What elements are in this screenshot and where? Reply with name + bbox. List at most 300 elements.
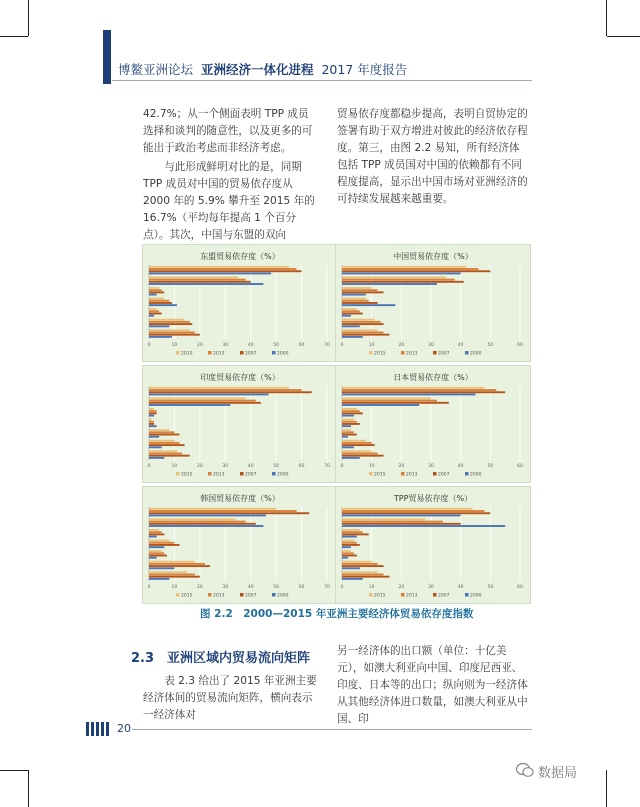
bar (149, 518, 235, 520)
chart-svg (336, 487, 530, 603)
bar (342, 518, 425, 520)
legend-swatch (176, 593, 180, 597)
bar (342, 325, 360, 327)
section-heading: 2.3 亚洲区域内贸易流向矩阵 (131, 651, 311, 666)
legend-label: 2000 (470, 593, 482, 599)
bar (149, 536, 157, 538)
legend-label: 2000 (277, 351, 289, 357)
tick-label: 10 (368, 464, 375, 469)
legend-label: 2013 (213, 472, 225, 478)
bar (149, 571, 187, 573)
bar (149, 561, 195, 563)
bar (342, 287, 372, 289)
bar (342, 391, 505, 393)
tick-label: 30 (222, 343, 229, 348)
bar (149, 332, 195, 334)
chart-title: 东盟贸易依存度（%） (200, 252, 280, 261)
bar (342, 294, 366, 296)
bar (342, 510, 484, 512)
bar (149, 319, 185, 321)
bar (149, 512, 309, 514)
bar (149, 555, 167, 557)
bar (342, 457, 360, 459)
bar (342, 279, 455, 281)
bar (149, 514, 266, 516)
bar (149, 440, 174, 442)
crop-mark (0, 36, 28, 37)
legend-swatch (433, 593, 437, 597)
bar (149, 436, 159, 438)
header-accent-bar (103, 30, 111, 84)
bar (149, 329, 190, 331)
tick-label: 30 (428, 585, 434, 590)
bar (342, 565, 384, 567)
bar (342, 514, 461, 516)
tick-label: 70 (324, 585, 330, 590)
bar (149, 578, 169, 580)
bar (149, 576, 200, 578)
tick-label: 0 (340, 343, 344, 348)
chart-svg (143, 366, 337, 482)
bar (149, 415, 154, 417)
tick-label: 40 (247, 585, 254, 590)
legend-label: 2013 (406, 593, 418, 599)
bar (149, 567, 174, 569)
crop-mark (606, 0, 607, 36)
paragraph: 贸易依存度都稳步提高，表明自贸协定的签署有助于双方增进对彼此的经济依存程度。第三，由图 2.2 易知，所有经济体包括 TPP 成员国对中国的依赖都有不同程度提高，显示出中国市场对亚洲经济的可持续发展越来越重要。 (337, 108, 528, 205)
bar (342, 404, 419, 406)
legend-label: 2007 (438, 472, 450, 478)
legend-swatch (401, 351, 405, 355)
tick-label: 10 (171, 585, 178, 590)
legend-label: 2015 (374, 472, 386, 478)
bar (149, 521, 246, 523)
bar (342, 425, 351, 427)
bar (149, 391, 312, 393)
bar (149, 533, 164, 535)
tick-label: 30 (222, 585, 229, 590)
legend-label: 2013 (406, 472, 418, 478)
chart-title: 印度贸易依存度（%） (200, 373, 280, 382)
legend-label: 2010 (181, 351, 193, 357)
page-number: 20 (117, 722, 131, 735)
bar (149, 400, 256, 402)
legend-swatch (272, 472, 276, 476)
bar (149, 546, 164, 548)
bar (342, 304, 395, 306)
tick-label: 50 (487, 343, 494, 348)
bar (149, 457, 164, 459)
bar (342, 268, 478, 270)
tick-label: 60 (517, 464, 523, 469)
bar (342, 536, 357, 538)
crop-mark (0, 770, 28, 771)
bar (149, 529, 159, 531)
legend-label: 2007 (245, 472, 257, 478)
right-column-top (337, 106, 529, 208)
bar (149, 412, 157, 414)
bar (342, 315, 351, 317)
bar (149, 270, 302, 272)
tick-label: 60 (517, 343, 523, 348)
tick-label: 0 (147, 464, 151, 469)
bar (149, 574, 195, 576)
running-head (118, 60, 407, 78)
legend-label: 2015 (181, 472, 193, 478)
tick-label: 50 (273, 464, 280, 469)
bar (149, 523, 256, 525)
tick-label: 50 (487, 464, 494, 469)
legend-swatch (272, 593, 276, 597)
tick-label: 30 (222, 464, 229, 469)
bar (342, 521, 443, 523)
bar (342, 455, 384, 457)
legend-swatch (272, 351, 276, 355)
bar (342, 412, 363, 414)
bar (149, 540, 169, 542)
bar (149, 557, 157, 559)
legend-swatch (208, 593, 212, 597)
bar (342, 429, 351, 431)
tick-label: 30 (428, 343, 434, 348)
bar (342, 400, 437, 402)
crop-mark (28, 0, 29, 36)
bar (149, 336, 172, 338)
bar (342, 555, 357, 557)
bar (342, 302, 378, 304)
bar (149, 268, 296, 270)
bar (149, 431, 174, 433)
footer-rule (132, 729, 532, 730)
bar (342, 540, 354, 542)
chart-title: TPP贸易依存度（%） (393, 494, 473, 503)
chart-tpp (335, 486, 531, 604)
bar (149, 283, 263, 285)
tick-label: 0 (147, 343, 151, 348)
bar (149, 510, 296, 512)
bar (342, 300, 369, 302)
tick-label: 40 (247, 464, 254, 469)
chart-title: 中国贸易依存度（%） (393, 252, 473, 261)
bar (149, 408, 154, 410)
bar (342, 323, 384, 325)
bar (342, 563, 378, 565)
tick-label: 0 (147, 585, 151, 590)
bar (149, 389, 302, 391)
bar (342, 567, 360, 569)
tick-label: 0 (340, 585, 344, 590)
legend-swatch (208, 351, 212, 355)
crop-mark (606, 770, 607, 807)
bar (342, 529, 360, 531)
bar (149, 281, 251, 283)
bar (342, 544, 360, 546)
bar (342, 387, 484, 389)
report-year: 2017 年度报告 (321, 62, 408, 77)
bar (342, 450, 372, 452)
bar (149, 508, 276, 510)
bar (342, 423, 360, 425)
bar (342, 289, 378, 291)
tick-label: 60 (517, 585, 523, 590)
bar (342, 552, 354, 554)
bar (342, 512, 490, 514)
bar (149, 291, 164, 293)
tick-label: 10 (171, 343, 178, 348)
tick-label: 10 (368, 585, 375, 590)
bar (342, 436, 348, 438)
bar (149, 310, 159, 312)
legend-swatch (369, 351, 373, 355)
bar (149, 294, 157, 296)
bar (342, 508, 473, 510)
legend-label: 2013 (213, 351, 225, 357)
bar (342, 431, 354, 433)
bar (149, 429, 169, 431)
chart-title: 韩国贸易依存度（%） (200, 494, 280, 503)
bar (342, 270, 490, 272)
bar (149, 404, 230, 406)
bar (149, 525, 263, 527)
legend-swatch (208, 472, 212, 476)
wechat-icon (516, 762, 534, 778)
tick-label: 40 (457, 585, 464, 590)
bar (342, 329, 378, 331)
bar (342, 276, 446, 278)
chart-asean (142, 244, 338, 362)
tick-label: 60 (298, 343, 305, 348)
tick-label: 20 (196, 343, 203, 348)
bar (149, 444, 185, 446)
bar (149, 446, 162, 448)
bar (149, 419, 152, 421)
bar (342, 453, 378, 455)
tick-label: 20 (398, 343, 405, 348)
bar (342, 523, 461, 525)
bar (342, 272, 461, 274)
tick-label: 30 (428, 464, 434, 469)
bar (342, 291, 384, 293)
legend-label: 2015 (181, 593, 193, 599)
bar (342, 389, 496, 391)
tick-label: 40 (247, 343, 254, 348)
bar (149, 450, 177, 452)
legend-swatch (433, 472, 437, 476)
bar (149, 402, 261, 404)
paragraph: 42.7%；从一个侧面表明 TPP 成员选择和谈判的随意性，以及更多的可能出于政治考虑而非经济考虑。 (143, 108, 313, 154)
legend-swatch (401, 472, 405, 476)
tick-label: 70 (324, 343, 330, 348)
legend-swatch (465, 351, 469, 355)
footer-stripes (86, 722, 114, 736)
bar (149, 423, 154, 425)
chart-svg (143, 245, 337, 361)
chart-japan (335, 365, 531, 483)
bar (149, 298, 164, 300)
bar (342, 571, 378, 573)
legend-swatch (433, 351, 437, 355)
chart-title: 日本贸易依存度（%） (393, 373, 473, 382)
bar (342, 546, 351, 548)
bar (342, 336, 363, 338)
tick-label: 10 (171, 464, 178, 469)
tick-label: 10 (368, 343, 375, 348)
tick-label: 40 (457, 343, 464, 348)
bar (342, 561, 372, 563)
left-column-top (143, 106, 318, 244)
report-title: 亚洲经济一体化进程 (200, 62, 314, 77)
legend-label: 2000 (277, 472, 289, 478)
bar (149, 410, 157, 412)
chart-svg (336, 245, 530, 361)
legend-label: 2013 (213, 593, 225, 599)
legend-swatch (369, 472, 373, 476)
bar (342, 440, 366, 442)
bar (149, 387, 289, 389)
section-left-column: 表 2.3 给出了 2015 年亚洲主要经济体间的贸易流向矩阵，横向表示一经济体对 (143, 675, 317, 721)
section-right-column: 另一经济体的出口额（单位：十亿美元），如澳大利亚向中国、印度尼西亚、印度、日本等的出口；纵向则为一经济体从其他经济体进口数量，如澳大利亚从中国、印 (337, 645, 528, 725)
bar (342, 402, 449, 404)
bar (342, 313, 363, 315)
bar (149, 302, 172, 304)
bar (342, 442, 372, 444)
tick-label: 60 (298, 585, 305, 590)
bar (149, 323, 192, 325)
bar (149, 300, 169, 302)
bar (149, 321, 190, 323)
bar (149, 531, 162, 533)
legend-label: 2015 (374, 351, 386, 357)
bar (342, 283, 437, 285)
bar (149, 393, 269, 395)
bar (342, 550, 351, 552)
legend-swatch (240, 593, 244, 597)
tick-label: 70 (324, 464, 330, 469)
bar (149, 325, 169, 327)
bar (149, 434, 180, 436)
bar (149, 563, 205, 565)
bar (342, 408, 357, 410)
legend-label: 2007 (438, 593, 450, 599)
bar (342, 434, 357, 436)
bar (342, 308, 357, 310)
bar (149, 308, 157, 310)
bar (342, 321, 381, 323)
bar (149, 425, 157, 427)
bar (149, 287, 159, 289)
bar (149, 455, 190, 457)
figure-caption: 图 2.2 2000—2015 年亚洲主要经济体贸易依存度指数 (200, 608, 474, 620)
bar (149, 334, 200, 336)
bar (342, 525, 505, 527)
bar (342, 334, 389, 336)
bar (342, 578, 363, 580)
bar (149, 289, 162, 291)
bar (342, 542, 357, 544)
watermark: 数据局 (538, 766, 578, 781)
legend-label: 2007 (245, 593, 257, 599)
bar (342, 415, 354, 417)
tick-label: 40 (457, 464, 464, 469)
chart-korea (142, 486, 338, 604)
tick-label: 20 (196, 464, 203, 469)
crop-mark (28, 770, 29, 807)
chart-india (142, 365, 338, 483)
legend-label: 2015 (374, 593, 386, 599)
bar (342, 576, 389, 578)
bar (149, 315, 154, 317)
chart-svg (336, 366, 530, 482)
legend-swatch (240, 472, 244, 476)
bar (149, 276, 238, 278)
tick-label: 50 (273, 585, 280, 590)
bar (149, 552, 164, 554)
legend-label: 2007 (438, 351, 450, 357)
bar (342, 298, 366, 300)
tick-label: 20 (398, 464, 405, 469)
tick-label: 20 (196, 585, 203, 590)
bar (342, 281, 464, 283)
bar (342, 446, 354, 448)
bar (342, 531, 363, 533)
legend-swatch (401, 593, 405, 597)
tick-label: 20 (398, 585, 405, 590)
chart-svg (143, 487, 337, 603)
tick-label: 0 (340, 464, 344, 469)
bar (342, 393, 476, 395)
bar (342, 574, 384, 576)
bar (342, 397, 431, 399)
tick-label: 50 (487, 585, 494, 590)
bar (149, 453, 182, 455)
bar (149, 550, 162, 552)
bar (342, 332, 384, 334)
bar (149, 421, 154, 423)
legend-label: 2000 (470, 472, 482, 478)
legend-swatch (176, 472, 180, 476)
legend-label: 2000 (470, 351, 482, 357)
legend-label: 2000 (277, 593, 289, 599)
legend-swatch (465, 472, 469, 476)
bar (342, 533, 369, 535)
forum-name: 博鳌亚洲论坛 (118, 62, 194, 77)
tick-label: 50 (273, 343, 280, 348)
bar (149, 272, 271, 274)
bar (342, 266, 467, 268)
bar (149, 266, 289, 268)
legend-swatch (240, 351, 244, 355)
legend-label: 2013 (406, 351, 418, 357)
legend-swatch (465, 593, 469, 597)
bar (149, 313, 162, 315)
bar (149, 397, 246, 399)
bar (149, 544, 180, 546)
header-rule (112, 80, 532, 81)
bar (149, 279, 246, 281)
legend-swatch (176, 351, 180, 355)
paragraph: 与此形成鲜明对比的是，同期 TPP 成员对中国的贸易依存度从 2000 年的 5.9% 攀升至 2015 年的 16.7%（平均每年提高 1 个百分点）。其次，中国与东盟的双向 (143, 161, 315, 241)
legend-swatch (369, 593, 373, 597)
bar (342, 444, 375, 446)
bar (149, 542, 174, 544)
bar (149, 442, 180, 444)
bar (342, 410, 360, 412)
tick-label: 60 (298, 464, 305, 469)
bar (342, 557, 348, 559)
bar (342, 319, 375, 321)
bar (342, 310, 360, 312)
bar (149, 304, 177, 306)
